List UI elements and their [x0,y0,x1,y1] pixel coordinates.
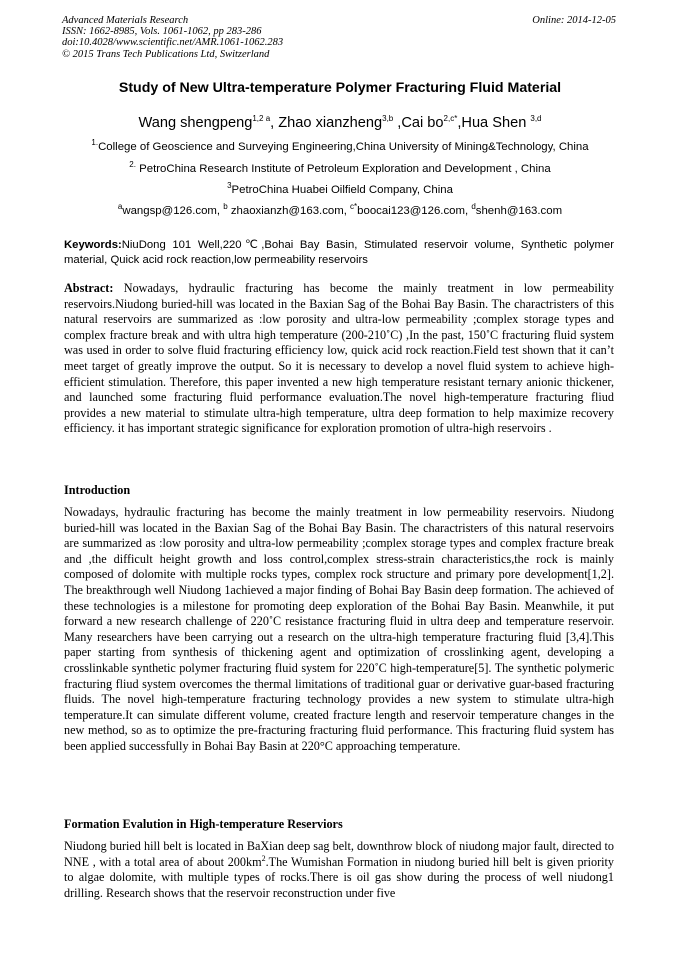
author-superscript: 2,c* [443,114,458,123]
email-text: zhaoxianzh@163.com, [227,204,351,217]
formation-heading: Formation Evalution in High-temperature Reserviors [64,817,343,831]
email-superscript: d [471,202,476,211]
copyright-line: © 2015 Trans Tech Publications Ltd, Switzerland [62,48,270,60]
issn-line: ISSN: 1662-8985, Vols. 1061-1062, pp 283-286 [62,26,262,38]
unit-superscript: 2 [261,853,266,863]
author-name: Wang shengpeng [138,114,253,131]
formation-text [64,839,614,901]
affiliation-1 [40,138,640,153]
affiliation-text: College of Geoscience and Surveying Engineering,China University of Mining&Technology, China [98,140,589,153]
email-text: wangsp@126.com, [122,204,224,217]
keywords-text: NiuDong 101 Well,220℃,Bohai Bay Basin, Stimulated reservoir volume, Synthetic polymer material, Quick acid rock reaction,low permeability reservoirs [64,239,614,267]
author-superscript: 3,b [382,114,394,123]
abstract-text: Nowadays, hydraulic fracturing has become the mainly treatment in low permeability reservoirs.Niudong buried-hill was located in the Baxian Sag of the Bohai Bay Basin. The charactristers of this natural reservoirs are summarized as :low porosity and ultra-low permeability ;complex storage types and complex fracture break and with ultra high temperature (200-210˚C) ,In the past, 150˚C fracturing fluid system was used in order to solve fluid fracturing efficiency low, quick acid rock reaction.Field test shown that it can’t meet target of greatly improve the output. So it is necessary to develop a novel fluid system to achieve high-efficient stimulation. Therefore, this paper invented a new high temperature resistant ternary anionic thickener, and launched some fracturing fluid performance evaluation.The novel high-temperature fracturing fliud provides a new material to stimulate ultra-high temperature, ultra deep formation to help maximize recovery efficiency. it has important strategic significance for exploration promotion of ultra-high reservoirs . [64,281,614,436]
email-superscript: b [223,202,228,211]
author-name: ,Cai bo [393,114,444,131]
journal-name: Advanced Materials Research [62,15,189,26]
author-list [40,114,640,131]
author-name: , Zhao xianzheng [270,114,383,131]
affiliation-superscript: 2. [129,160,136,169]
introduction-text: Nowadays, hydraulic fracturing has become the mainly treatment in low permeability reservoirs. Niudong buried-hill was located in the Baxian Sag of the Bohai Bay Basin. The charactristers of this natural reservoirs are summarized as :low porosity and ultra-low permeability ;complex storage types and complex fracture break and ,the difficult height growth and loss control,complex stress-strain characteristics,the rock is mainly composed of dolomite with multiple rocks types, complex rock structure and primary pore development[1,2]. The breakthrough well Niudong 1achieved a major finding of Bohai Bay Basin deep formation. The achieved of these technologies is a milestone for promoting deep exploration of the Bohai Bay Basin. Meanwhile, it put forward a new research challenge of 220˚C resistance fracturing fluid in ultra deep and temperature reservoir. Many researchers have been carrying out a research on the ultra-high temperature fracturing fluid [3,4].This paper starting from synthesis of thickening agent and optimization of crosslinking agent, developing a crosslinkable synthetic polymer fracturing fluid system for 220˚C high-temperature[5]. The synthetic polymeric fracturing fliud system overcomes the thermal limitations of traditional guar or derivative guar-based fracturing fluids. The novel high-temperature fracturing technology provides a new system to stimulate ultra-high temperature.It can simulate different volume, created fracture length and reservoir temperature changes in the new method, so as to optimize the pre-fracturing fracturing fluid performance. This fracturing fluid system has been applied successfully in Bohai Bay Basin at 220°C approaching temperature. [64,505,614,753]
affiliation-text: PetroChina Research Institute of Petroleum Exploration and Development , China [135,162,551,175]
affiliation-superscript: 1. [91,138,99,147]
paper-title: Study of New Ultra-temperature Polymer Fracturing Fluid Material [118,80,562,96]
online-date: Online: 2014-12-05 [532,15,616,26]
doi-line: doi:10.4028/www.scientific.net/AMR.1061-1062.283 [62,37,284,49]
formation-text-part: .The Wumishan Formation in niudong buried hill belt is given priority to algae dolomite, with multiple types of rocks.There is oil gas show during the process of well niudong1 drilling. Research shows that the reservoir reconstruction under five [64,854,615,900]
keywords-label: Keywords: [64,239,122,251]
email-superscript: c* [350,202,358,211]
affiliation-2 [40,160,640,175]
formation-text-part: Niudong buried hill belt is located in BaXian deep sag belt, downthrow block of niudong major fault, directed to NNE , with a total area of about 200km [64,839,614,869]
affiliation-text: PetroChina Huabei Oilfield Company, China [231,183,453,196]
author-name: ,Hua Shen [457,114,531,131]
abstract-section [64,281,614,437]
email-superscript: a [117,202,123,211]
author-emails [40,202,640,217]
affiliation-3 [40,181,640,196]
journal-header [62,15,616,60]
introduction-heading: Introduction [64,483,131,497]
keywords-section [64,238,614,269]
author-superscript: 1,2 a [252,114,271,123]
email-text: boocai123@126.com, [357,204,472,217]
affiliation-superscript: 3 [227,181,232,190]
abstract-label: Abstract: [64,281,114,295]
email-text: shenh@163.com [475,204,563,217]
author-superscript: 3,d [530,114,542,123]
